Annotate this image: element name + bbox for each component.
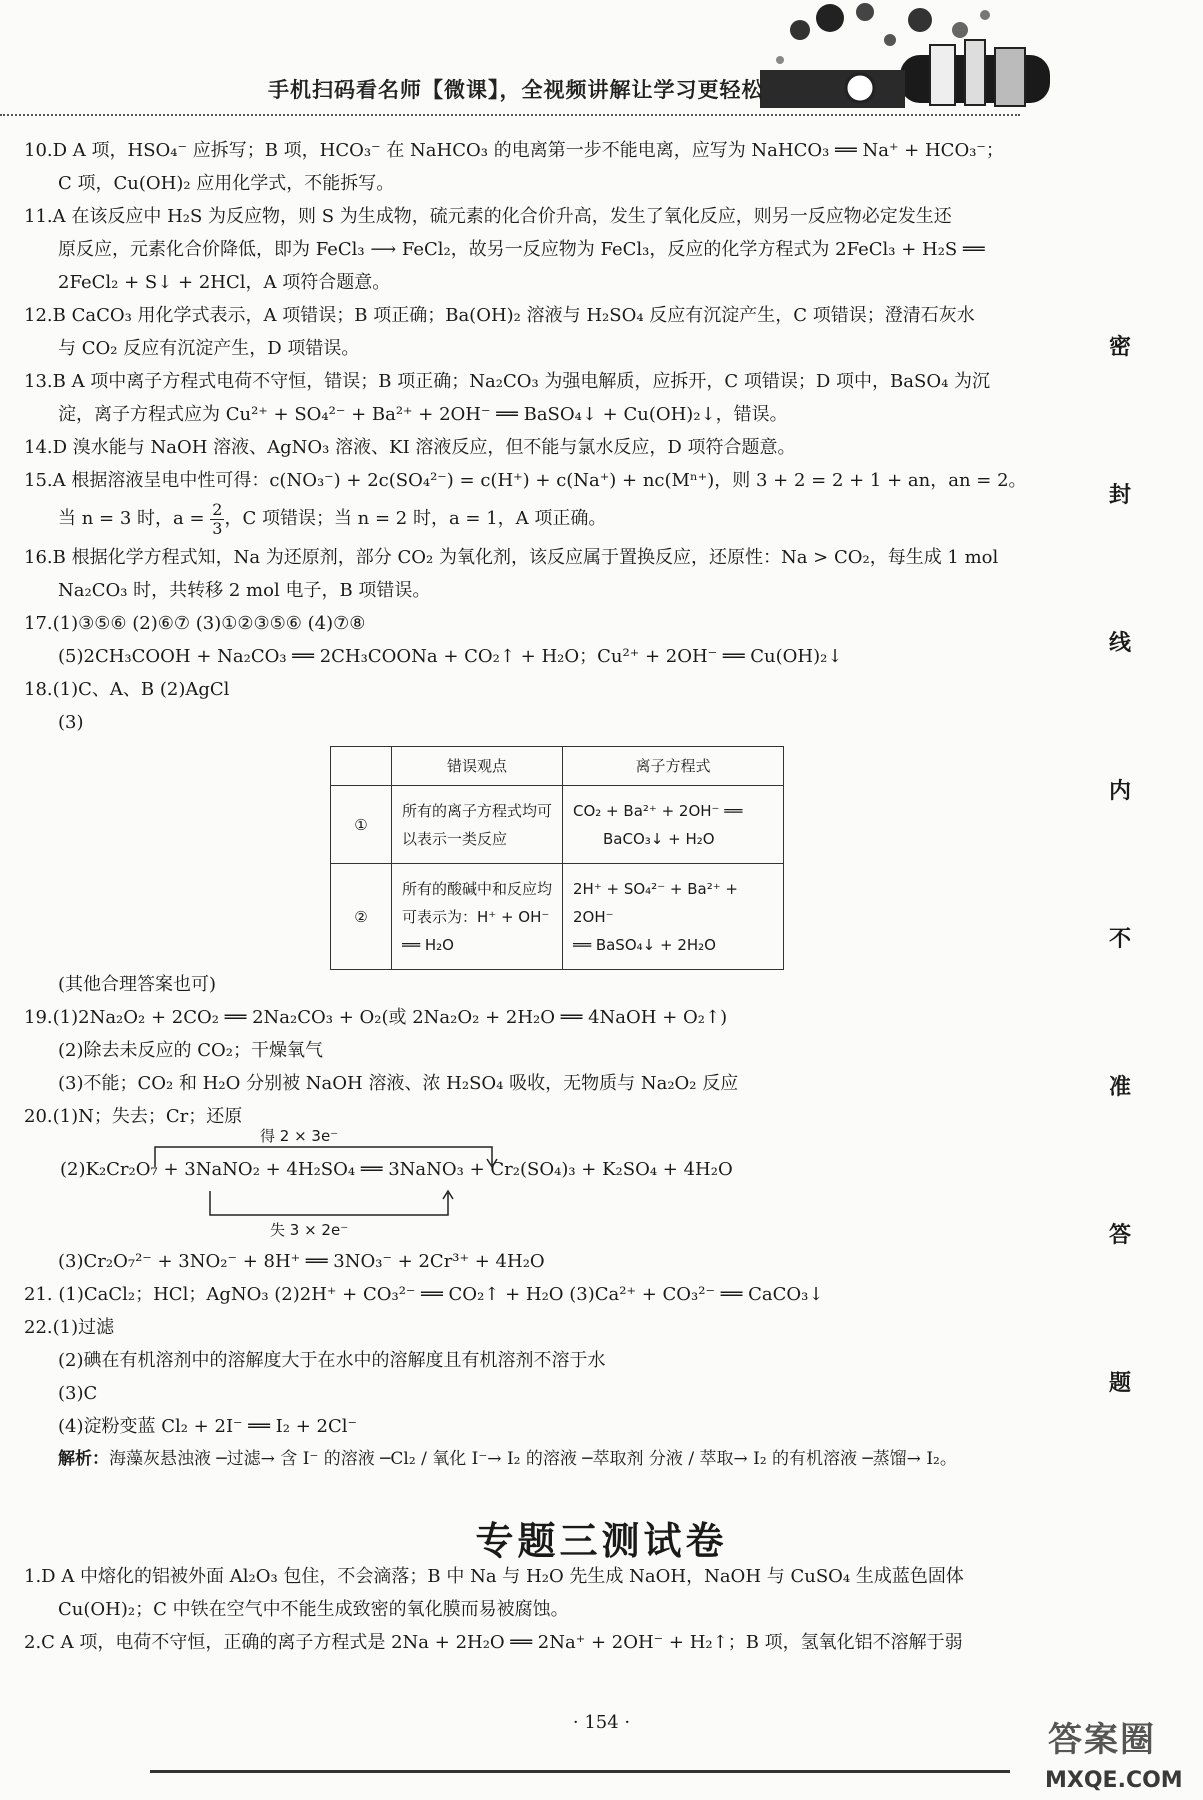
section-3-q2: 2.C A 项，电荷不守恒，正确的离子方程式是 2Na + 2H₂O ══ 2Na⁺ + 2OH⁻ + H₂↑；B 项，氢氧化铝不溶解于弱 — [24, 1632, 963, 1653]
answer-18-note: (其他合理答案也可) — [58, 974, 217, 995]
page-number: · 154 · — [572, 1712, 631, 1733]
electron-gain-label: 得 2 × 3e⁻ — [260, 1127, 339, 1145]
table-header-equation: 离子方程式 — [563, 747, 784, 786]
answer-15-line-2 — [24, 497, 1074, 541]
table-cell-equation — [563, 786, 784, 864]
answer-17-line-2: (5)2CH₃COOH + Na₂CO₃ ══ 2CH₃COONa + CO₂↑ + H₂O；Cu²⁺ + 2OH⁻ ══ Cu(OH)₂↓ — [58, 646, 843, 667]
answer-19-line-2: (2)除去未反应的 CO₂；干燥氧气 — [58, 1040, 323, 1061]
answer-19-line-3: (3)不能；CO₂ 和 H₂O 分别被 NaOH 溶液、浓 H₂SO₄ 吸收，无物质与 Na₂O₂ 反应 — [58, 1073, 739, 1094]
answer-22-analysis — [24, 1443, 1074, 1476]
table-cell-view: 所有的酸碱中和反应均可表示为：H⁺ + OH⁻ ══ H₂O — [392, 864, 563, 970]
equation-line-1: 2H⁺ + SO₄²⁻ + Ba²⁺ + 2OH⁻ — [573, 879, 738, 926]
answer-18-line-2: (3) — [58, 712, 84, 733]
seal-char: 封 — [1108, 483, 1131, 508]
answer-22-line-2: (2)碘在有机溶剂中的溶解度大于在水中的溶解度且有机溶剂不溶于水 — [58, 1350, 606, 1371]
section-3-q1-line-1: 1.D A 中熔化的铝被外面 Al₂O₃ 包住，不会滴落；B 中 Na 与 H₂O 先生成 NaOH，NaOH 与 CuSO₄ 生成蓝色固体 — [24, 1566, 964, 1587]
header-slogan: 手机扫码看名师【微课】，全视频讲解让学习更轻松 — [268, 78, 764, 102]
page-header — [0, 0, 1203, 120]
answer-15-line-1: 15.A 根据溶液呈电中性可得：c(NO₃⁻) + 2c(SO₄²⁻) = c(H⁺) + c(Na⁺) + nc(Mⁿ⁺)，则 3 + 2 = 2 + 1 + an，an = 2。 — [24, 470, 1027, 491]
table-header-row — [331, 747, 784, 786]
answer-17-line-1: 17.(1)③⑤⑥ (2)⑥⑦ (3)①②③⑤⑥ (4)⑦⑧ — [24, 613, 366, 634]
answer-22-line-3: (3)C — [58, 1383, 98, 1404]
section-3-q1-line-2: Cu(OH)₂；C 中铁在空气中不能生成致密的氧化膜而易被腐蚀。 — [58, 1599, 569, 1620]
answer-10-line-1: 10.D A 项，HSO₄⁻ 应拆写；B 项，HCO₃⁻ 在 NaHCO₃ 的电离第一步不能电离，应写为 NaHCO₃ ══ Na⁺ + HCO₃⁻； — [24, 140, 1004, 161]
table-cell-num: ② — [331, 864, 392, 970]
answer-18-line-1: 18.(1)C、A、B (2)AgCl — [24, 679, 230, 700]
watermark-logo: 答案圈 — [1048, 1720, 1156, 1760]
equation-line-2: BaCO₃↓ + H₂O — [603, 829, 715, 848]
answer-10-line-2: C 项，Cu(OH)₂ 应用化学式，不能拆写。 — [58, 173, 395, 194]
answer-16-line-2: Na₂CO₃ 时，共转移 2 mol 电子，B 项错误。 — [58, 580, 431, 601]
table-cell-equation — [563, 864, 784, 970]
answer-22-line-4: (4)淀粉变蓝 Cl₂ + 2I⁻ ══ I₂ + 2Cl⁻ — [58, 1416, 358, 1437]
table-cell-view: 所有的离子方程式均可以表示一类反应 — [392, 786, 563, 864]
seal-char: 题 — [1108, 1371, 1131, 1396]
answer-12-line-2: 与 CO₂ 反应有沉淀产生，D 项错误。 — [58, 338, 360, 359]
seal-char: 答 — [1108, 1223, 1131, 1248]
seal-char: 不 — [1108, 927, 1131, 952]
seal-char: 准 — [1108, 1075, 1131, 1100]
fraction-denominator: 3 — [212, 518, 223, 538]
answer-20-equation: (2)K₂Cr₂O₇ + 3NaNO₂ + 4H₂SO₄ ══ 3NaNO₃ + Cr₂(SO₄)₃ + K₂SO₄ + 4H₂O — [60, 1159, 733, 1180]
answer-13-line-1: 13.B A 项中离子方程式电荷不守恒，错误；B 项正确；Na₂CO₃ 为强电解质，应拆开，C 项错误；D 项中，BaSO₄ 为沉 — [24, 371, 991, 392]
electron-transfer-diagram — [60, 1125, 960, 1245]
answer-20-line-3: (3)Cr₂O₇²⁻ + 3NO₂⁻ + 8H⁺ ══ 3NO₃⁻ + 2Cr³⁺ + 4H₂O — [58, 1251, 545, 1272]
analysis-label: 解析： — [58, 1449, 109, 1469]
section-title: 专题三测试卷 — [475, 1519, 728, 1563]
table-header-view: 错误观点 — [392, 747, 563, 786]
table-header-num — [331, 747, 392, 786]
watermark-url: MXQE.COM — [1045, 1768, 1183, 1793]
answer-15-prefix: 当 n = 3 时，a = — [58, 508, 211, 529]
equation-line-1: CO₂ + Ba²⁺ + 2OH⁻ ══ — [573, 801, 743, 820]
answer-19-line-1: 19.(1)2Na₂O₂ + 2CO₂ ══ 2Na₂CO₃ + O₂(或 2Na₂O₂ + 2H₂O ══ 4NaOH + O₂↑) — [24, 1007, 728, 1028]
section-3-answers — [24, 1560, 1074, 1659]
electron-loss-label: 失 3 × 2e⁻ — [270, 1221, 349, 1239]
answer-11-line-2: 原反应，元素化合价降低，即为 FeCl₃ ⟶ FeCl₂，故另一反应物为 FeCl₃，反应的化学方程式为 2FeCl₃ + H₂S ══ — [58, 239, 985, 260]
header-decoration-graphic — [760, 0, 1090, 120]
fraction — [210, 501, 224, 538]
table-row — [331, 786, 784, 864]
answer-content-lower — [24, 968, 1074, 1133]
answer-11-line-1: 11.A 在该反应中 H₂S 为反应物，则 S 为生成物，硫元素的化合价升高，发生了氧化反应，则另一反应物必定发生还 — [24, 206, 952, 227]
answer-15-suffix: ，C 项错误；当 n = 2 时，a = 1，A 项正确。 — [224, 508, 607, 529]
answer-16-line-1: 16.B 根据化学方程式知，Na 为还原剂，部分 CO₂ 为氧化剂，该反应属于置换反应，还原性：Na > CO₂，每生成 1 mol — [24, 547, 999, 568]
table-cell-num: ① — [331, 786, 392, 864]
answer-content — [24, 134, 1074, 739]
table-row — [331, 864, 784, 970]
fraction-numerator: 2 — [212, 499, 223, 519]
analysis-flow: 海藻灰悬浊液 ─过滤→ 含 I⁻ 的溶液 ─Cl₂ / 氧化 I⁻→ I₂ 的溶液 ─萃取剂 分液 / 萃取→ I₂ 的有机溶液 ─蒸馏→ I₂。 — [109, 1449, 957, 1469]
seal-char: 线 — [1108, 631, 1131, 656]
footer-divider — [150, 1770, 1010, 1773]
equation-line-2: ══ BaSO₄↓ + 2H₂O — [573, 935, 716, 954]
answer-11-line-3: 2FeCl₂ + S↓ + 2HCl，A 项符合题意。 — [58, 272, 391, 293]
error-view-table — [330, 746, 784, 970]
seal-char: 密 — [1108, 335, 1131, 360]
answer-21: 21. (1)CaCl₂；HCl；AgNO₃ (2)2H⁺ + CO₃²⁻ ══ CO₂↑ + H₂O (3)Ca²⁺ + CO₃²⁻ ══ CaCO₃↓ — [24, 1284, 824, 1305]
answer-12-line-1: 12.B CaCO₃ 用化学式表示，A 项错误；B 项正确；Ba(OH)₂ 溶液与 H₂SO₄ 反应有沉淀产生，C 项错误；澄清石灰水 — [24, 305, 975, 326]
answer-14: 14.D 溴水能与 NaOH 溶液、AgNO₃ 溶液、KI 溶液反应，但不能与氯水反应，D 项符合题意。 — [24, 437, 796, 458]
answer-20-line-1: 20.(1)N；失去；Cr；还原 — [24, 1106, 243, 1127]
header-divider — [0, 114, 1020, 116]
seal-char: 内 — [1108, 779, 1131, 804]
answer-13-line-2: 淀，离子方程式应为 Cu²⁺ + SO₄²⁻ + Ba²⁺ + 2OH⁻ ══ BaSO₄↓ + Cu(OH)₂↓，错误。 — [58, 404, 788, 425]
answer-content-final — [24, 1245, 1074, 1476]
answer-22-line-1: 22.(1)过滤 — [24, 1317, 115, 1338]
